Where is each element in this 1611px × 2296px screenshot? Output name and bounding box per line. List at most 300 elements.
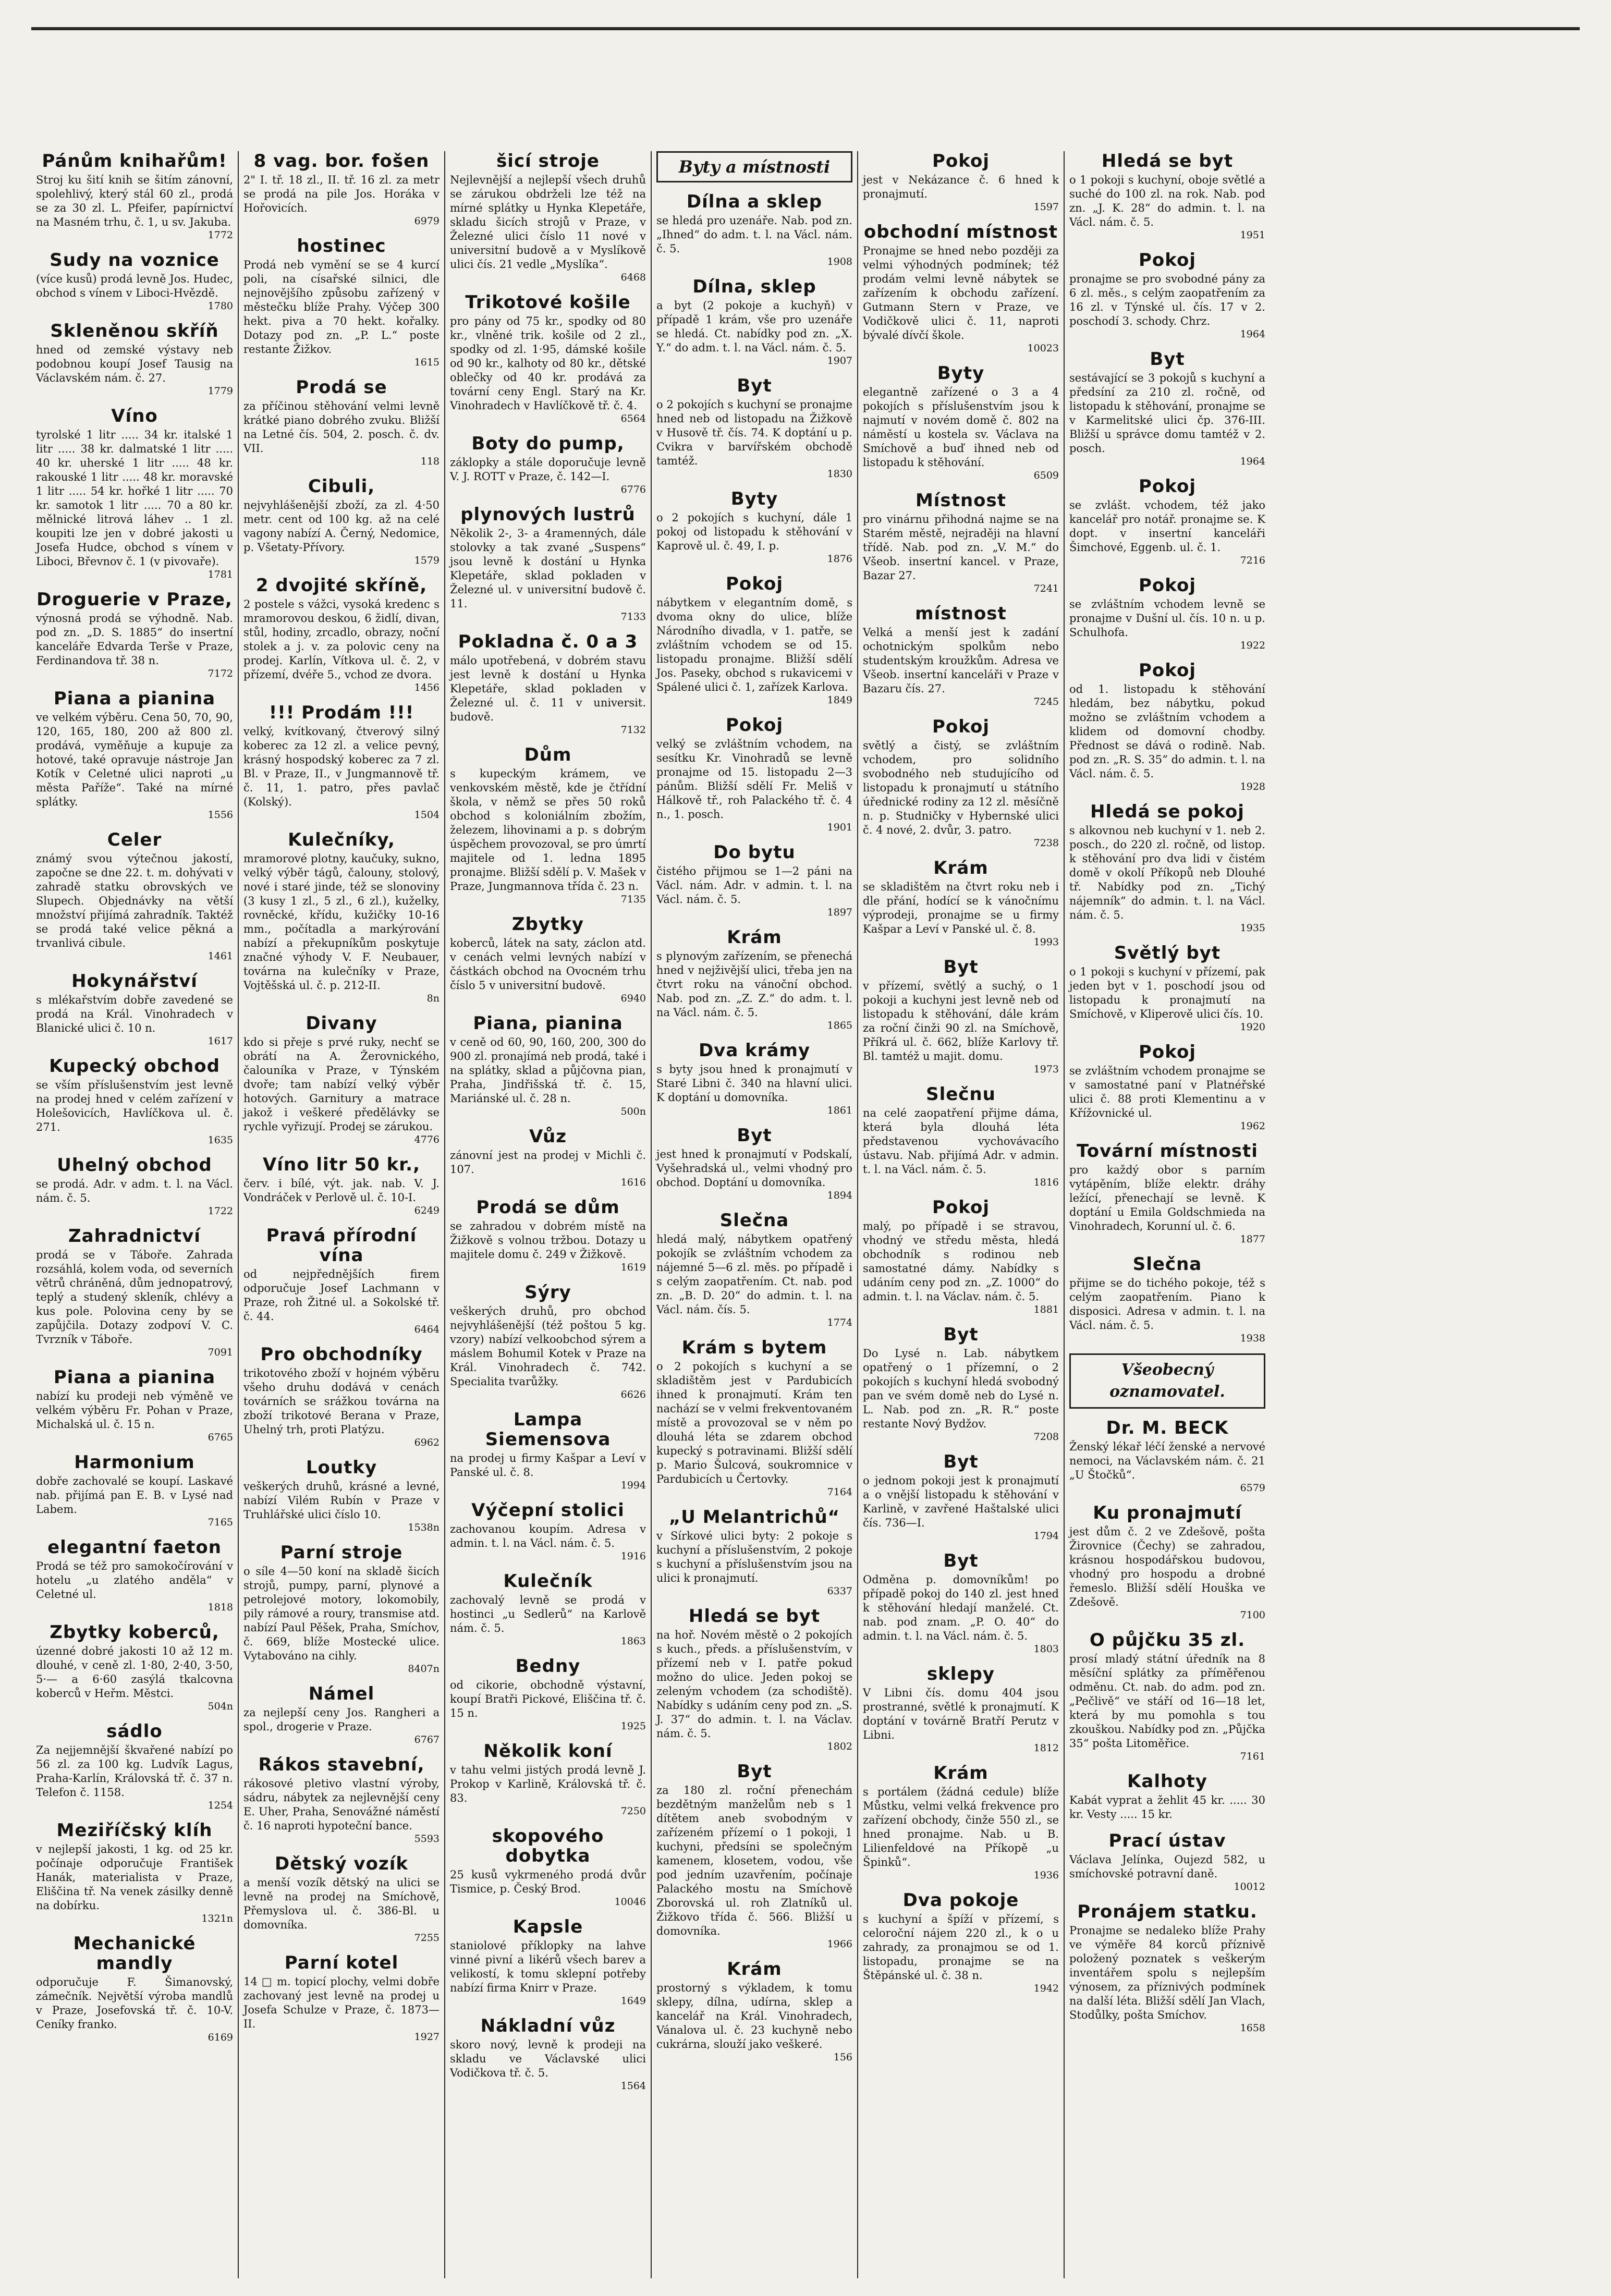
ad-title: Pokoj xyxy=(1139,575,1196,596)
classified-ad xyxy=(36,321,233,397)
ad-title: elegantní faeton xyxy=(47,1537,222,1558)
ad-number: 7133 xyxy=(620,611,646,622)
ad-title: Pokoj xyxy=(1139,660,1196,681)
ad-number: 1927 xyxy=(414,2031,440,2043)
ad-title: Divany xyxy=(306,1013,377,1034)
classified-ad xyxy=(243,1226,440,1335)
ad-number: 1649 xyxy=(620,1995,646,2007)
ad-title: Pokoj xyxy=(726,715,783,736)
classified-ad xyxy=(1069,250,1265,340)
ad-number: 1780 xyxy=(208,300,233,312)
ad-number: 1865 xyxy=(827,1020,852,1031)
ad-text: o jednom pokoji jest k pronajmutí a o vnější listopadu k stěhování v Karlině, v zavřené Haštalské ulici čís. 736—I. xyxy=(863,1474,1059,1529)
ad-title: Bedny xyxy=(515,1656,581,1677)
ad-title: Piana, pianina xyxy=(473,1013,623,1034)
ad-number: 7238 xyxy=(1033,837,1059,849)
classified-ad xyxy=(863,1452,1059,1542)
ad-text: v tahu velmi jistých prodá levně J. Prokop v Karlině, Královská tř. č. 83. xyxy=(450,1764,646,1804)
ad-title: Slečnu xyxy=(926,1084,996,1105)
ad-text: se zvláštním vchodem levně se pronajme v Dušní ul. čís. 10 n. u p. Schulhofa. xyxy=(1069,598,1265,639)
ad-text: světlý a čistý, se zvláštním vchodem, pro solidního svobodného neb studujícího od listopadu k pronajmutí u státního úřednické rodiny za 12 zl. měsíčně n. p. Studničky v Hybernské ulici č. 4 nové, 2. dvůr, 3. patro. xyxy=(863,739,1059,836)
ad-text: velký, kvítkovaný, čtverový silný koberec za 12 zl. a velice pevný, krásný hospodský koberec za 7 zl. Bl. v Praze, II., v Jungmannově tř. č. 11, 1. patro, přes pavlač (Kolský). xyxy=(243,725,440,808)
ad-number: 1658 xyxy=(1240,2022,1265,2034)
ad-text: s kupeckým krámem, ve venkovském městě, kde je čtřídní škola, v němž se přes 50 roků obchod s koloniálním zbožím, železem, lihovinami a p. s dobrým úspěchem provozoval, se pro úmrtí majitele od 1. ledna 1895 pronajme. Bližší sdělí p. V. Mašek v Praze, Jungmannova třída č. 23 n. xyxy=(450,767,646,893)
ad-title: Droguerie v Praze, xyxy=(36,589,233,610)
ad-text: veškerých druhů, krásné a levné, nabízí Vilém Rubín v Praze v Truhlářské ulici číslo 10. xyxy=(243,1480,440,1521)
ad-text: malý, po případě i se stravou, vhodný ve středu města, hledá obchodník s rodinou neb samostatné dámy. Nabídky s udáním ceny pod zn. „Z. 1000“ do admin. t. l. na Václav. nám. č. 5. xyxy=(863,1220,1059,1303)
ad-title: Byt xyxy=(737,1125,772,1146)
classified-ad xyxy=(656,1606,852,1752)
ad-title: Trikotové košile xyxy=(465,292,631,313)
ad-text: Velká a menší jest k zadání ochotnickým spolkům nebo studentským kroužkům. Adresa ve Všeob. insertní kanceláři v Praze v Bazaru čís. 27. xyxy=(863,626,1059,695)
ad-title: Dva krámy xyxy=(698,1040,811,1061)
ad-number: 1973 xyxy=(1033,1064,1059,1075)
classified-ad xyxy=(863,1084,1059,1188)
ad-text: od cikorie, obchodně výstavní, koupí Bratři Pickové, Eliščina tř. č. 15 n. xyxy=(450,1679,646,1719)
ad-text: jest v Nekázance č. 6 hned k pronajmutí. xyxy=(863,174,1059,200)
ad-number: 7091 xyxy=(208,1347,233,1358)
column-1 xyxy=(31,151,238,2278)
classified-ad xyxy=(1069,661,1265,792)
ad-text: rákosové pletivo vlastní výroby, sádru, nábytek za nejlevnější ceny E. Uher, Praha, Senovážné náměstí č. 16 naproti hypoteční bance. xyxy=(243,1777,440,1832)
ad-title: Místnost xyxy=(915,490,1007,511)
ad-number: 6249 xyxy=(414,1205,440,1216)
ad-title: Byt xyxy=(737,1761,772,1782)
ad-text: zachovalý levně se prodá v hostinci „u Sedlerů“ na Karlově nám. č. 5. xyxy=(450,1594,646,1634)
classified-ad xyxy=(656,192,852,267)
ad-number: 1722 xyxy=(208,1205,233,1217)
ad-number: 1907 xyxy=(827,355,852,367)
ad-title: Piana a pianina xyxy=(53,688,216,709)
ad-number: 1861 xyxy=(827,1105,852,1116)
classified-ad xyxy=(36,971,233,1047)
classified-ad xyxy=(1069,151,1265,241)
ad-number: 6962 xyxy=(414,1437,440,1448)
ad-title: Pokladna č. 0 a 3 xyxy=(458,631,638,652)
ad-title: Dva pokoje xyxy=(902,1890,1019,1911)
classified-ad xyxy=(450,434,646,495)
ad-text: hned od zemské výstavy neb podobnou koupí Josef Tausig na Václavském nám. č. 27. xyxy=(36,344,233,384)
ad-text: V Libni čís. domu 404 jsou prostranné, světlé k pronajmutí. K doptání v továrně Bratří Perutz v Libni. xyxy=(863,1687,1059,1741)
ad-title: Dr. M. BECK xyxy=(1106,1418,1229,1438)
classified-ad xyxy=(656,1211,852,1328)
ad-title: Kupecký obchod xyxy=(49,1056,220,1077)
ad-number: 1942 xyxy=(1033,1983,1059,1994)
classified-ad xyxy=(36,590,233,679)
ad-number: 1461 xyxy=(208,950,233,962)
ad-columns xyxy=(31,151,1580,2278)
ad-title: Zahradnictví xyxy=(68,1226,201,1247)
ad-number: 4776 xyxy=(414,1134,440,1145)
ad-text: výnosná prodá se výhodně. Nab. pod zn. „D. S. 1885“ do insertní kanceláře Edvarda Terše v Praze, Ferdinandova tř. 38 n. xyxy=(36,612,233,667)
ad-title: Parní kotel xyxy=(284,1952,399,1973)
ad-text: za 180 zl. roční přenechám bezdětným manželům neb s 1 dítětem aneb svobodným v zařízeném přízemí o 1 pokoji, 1 kuchyni, předsíni se společným kamenem, klosetem, vodou, vše pod jedním uzavřením, počínaje Palackého mostu na Smíchově Zborovská ul. roh Zlatníků ul. Žižkovo třída č. 566. Bližší u domovníka. xyxy=(656,1784,852,1937)
ad-title: Boty do pump, xyxy=(471,433,625,454)
ad-text: s byty jsou hned k pronajmutí v Staré Libni č. 340 na hlavní ulici. K doptání u domovníka. xyxy=(656,1063,852,1104)
ad-title: Loutky xyxy=(306,1457,377,1478)
ad-number: 504n xyxy=(208,1701,233,1712)
ad-number: 1617 xyxy=(208,1035,233,1047)
ad-title: Slečna xyxy=(719,1210,789,1231)
ad-text: skoro nový, levně k prodeji na skladu ve Václavské ulici Vodičkova tř. č. 5. xyxy=(450,2038,646,2079)
ad-title: Pokoj xyxy=(932,1197,990,1218)
top-rule xyxy=(31,27,1580,30)
ad-title: Hledá se byt xyxy=(1101,151,1234,172)
classified-ad xyxy=(863,957,1059,1075)
ad-title: Zbytky koberců, xyxy=(50,1622,219,1643)
ad-title: Krám xyxy=(933,1763,988,1784)
classified-ad xyxy=(243,1155,440,1216)
ad-number: 6940 xyxy=(620,993,646,1004)
ad-number: 1794 xyxy=(1033,1530,1059,1542)
ad-title: Slečna xyxy=(1132,1254,1202,1275)
ad-title: Víno litr 50 kr., xyxy=(262,1154,421,1175)
classified-ad xyxy=(243,830,440,1004)
ad-title: Pokoj xyxy=(1139,250,1196,271)
ad-number: 1938 xyxy=(1240,1333,1265,1344)
ad-number: 8407n xyxy=(408,1663,440,1675)
ad-number: 1994 xyxy=(620,1480,646,1491)
classified-ad xyxy=(243,1755,440,1845)
ad-title: Pokoj xyxy=(1139,476,1196,497)
ad-number: 1894 xyxy=(827,1190,852,1201)
ad-text: se prodá. Adr. v adm. t. l. na Václ. nám. č. 5. xyxy=(36,1178,233,1204)
classified-ad xyxy=(450,1500,646,1562)
column-6 xyxy=(1064,151,1270,2278)
column-5 xyxy=(857,151,1064,2278)
classified-ad xyxy=(863,1551,1059,1655)
ad-text: dobře zachovalé se koupí. Laskavé nab. přijímá pan E. B. v Lysé nad Labem. xyxy=(36,1475,233,1516)
ad-title: Zbytky xyxy=(511,914,584,935)
classified-ad xyxy=(863,1890,1059,1994)
ad-number: 1849 xyxy=(827,694,852,706)
ad-title: Dílna, sklep xyxy=(692,276,816,297)
ad-number: 1504 xyxy=(414,809,440,821)
ad-number: 1964 xyxy=(1240,328,1265,340)
classified-ad xyxy=(36,1721,233,1811)
section-heading: Byty a místnosti xyxy=(656,151,852,182)
ad-text: o síle 4—50 koní na skladě šicích strojů, pumpy, parní, plynové a petrolejové motory, lokomobily, pily rámové a roury, transmise atd. nabízí Paul Pěšek, Praha, Smíchov, č. 669, blíže Mostecké ulice. Vytabováno na cihly. xyxy=(243,1565,440,1662)
section-heading: Všeobecný oznamovatel. xyxy=(1069,1353,1265,1409)
ad-number: 7135 xyxy=(620,894,646,905)
ad-title: skopového dobytka xyxy=(492,1826,604,1866)
ad-title: Uhelný obchod xyxy=(57,1155,212,1176)
classified-ad xyxy=(1069,477,1265,566)
ad-title: Kulečník xyxy=(503,1571,593,1592)
classified-ad xyxy=(450,1127,646,1188)
ad-title: Piana a pianina xyxy=(53,1367,216,1388)
ad-title: Byty xyxy=(937,363,985,384)
classified-ad xyxy=(36,1622,233,1712)
ad-text: Pronajme se nedaleko blíže Prahy ve výměře 84 korců příznivě položený poznatek s veškerým inventářem spolu s nejlepším výnosem, za příznivých podmínek na další léta. Bližší sdělí Jan Vlach, Stodůlky, pošta Smíchov. xyxy=(1069,1924,1265,2021)
classified-ad xyxy=(36,1452,233,1528)
ad-number: 156 xyxy=(833,2051,852,2063)
ad-text: na hoř. Novém městě o 2 pokojích s kuch., předs. a příslušenstvím, v přízemí neb v I. patře pokud možno do ulice. Jeden pokoj se zeleným vchodem (za schodiště). Nabídky s udáním ceny pod zn. „S. J. 37“ do admin. t. l. na Václav. nám. č. 5. xyxy=(656,1629,852,1740)
ad-text: pro pány od 75 kr., spodky od 80 kr., vlněné trik. košile od 2 zl., spodky od zl. 1·95, dámské košile od 90 kr., kalhoty od 80 kr., dětské oblečky od 40 kr. prodává za tovární ceny Engl. Starý na Kr. Vinohradech v Havlíčkově tř. č. 4. xyxy=(450,315,646,412)
ad-title: Výčepní stolici xyxy=(471,1500,625,1521)
classified-ad xyxy=(1069,1831,1265,1892)
classified-ad xyxy=(36,1934,233,2043)
ad-title: Sýry xyxy=(524,1282,571,1303)
ad-title: Pronájem statku. xyxy=(1077,1901,1258,1922)
ad-text: zachovanou koupím. Adresa v admin. t. l. na Václ. nám. č. 5. xyxy=(450,1523,646,1549)
ad-title: Byt xyxy=(737,375,772,396)
ad-number: 1863 xyxy=(620,1635,646,1647)
ad-text: 2 postele s vážci, vysoká kredenc s mramorovou deskou, 6 židlí, divan, stůl, hodiny, zrcadlo, obrazy, noční stolek a j. v. za polovic ceny na prodej. Karlín, Vítkova ul. č. 2, v přízemí, dvéře 5., vchod ze dvora. xyxy=(243,598,440,681)
ad-title: Byt xyxy=(943,1324,979,1345)
ad-number: 1619 xyxy=(620,1262,646,1273)
ad-number: 7216 xyxy=(1240,555,1265,566)
ad-text: se skladištěm na čtvrt roku neb i dle přání, hodící se k vánočnímu výprodeji, pronajme se u firmy Kašpar a Leví v Panské ul. č. 8. xyxy=(863,881,1059,935)
ad-title: Cibuli, xyxy=(308,476,375,497)
ad-text: o 2 pokojích s kuchyní se pronajme hned neb od listopadu na Žižkově v Husově tř. čís. 74. K doptání u p. Cvikra v barvířském obchodě tamtéž. xyxy=(656,398,852,467)
classified-ad xyxy=(863,604,1059,707)
classified-ad xyxy=(656,715,852,833)
ad-text: o 2 pokojích s kuchyní a se skladištěm jest v Pardubicích ihned k pronajmutí. Krám ten nachází se v velmi frekventovaném místě a provozoval se v něm po dlouhá léta se zdarem obchod kupecký s potravinami. Bližší sdělí p. Mario Šulcová, soukromnice v Pardubicích u Čertovky. xyxy=(656,1360,852,1485)
ad-title: !!! Prodám !!! xyxy=(268,702,414,723)
ad-text: se vším příslušenstvím jest levně na prodej hned v celém zařízení v Holešovicích, Havlíčkova ul. č. 271. xyxy=(36,1079,233,1133)
ad-number: 6776 xyxy=(620,484,646,495)
classified-ad xyxy=(450,1656,646,1732)
ad-title: Víno xyxy=(111,406,158,426)
ad-text: staniolové příklopky na lahve vinné pivní a likérů všech barev a velikostí, k tomu sklepní potřeby nabízí firma Knirr v Praze. xyxy=(450,1939,646,1994)
ad-title: Hokynářství xyxy=(71,971,198,992)
ad-text: nábytkem v elegantním domě, s dvoma okny do ulice, blíže Národního divadla, v 1. patře, se zvláštním vchodem se od 15. listopadu pronajme. Bližší sdělí Jos. Paseky, obchod s rukavicemi v Spálené ulici č. 1, zařízek Karlova. xyxy=(656,596,852,693)
ad-text: s kuchyní a špíží v přízemí, s celoroční nájem 220 zl., k o u zahrady, za pronajmou se od 1. listopadu, pronajme se na Štěpánské ul. č. 38 n. xyxy=(863,1913,1059,1982)
ad-title: Pánům knihařům! xyxy=(42,151,227,172)
ad-text: se zvláštním vchodem pronajme se v samostatné paní v Platnéřské ulici č. 88 proti Klementinu a v Křížovnické ul. xyxy=(1069,1065,1265,1119)
ad-text: s plynovým zařízením, se přenechá hned v nejživější ulici, třeba jen na čtvrt roku na vánoční obchod. Nab. pod zn. „Z. Z.“ do adm. t. l. na Václ. nám. č. 5. xyxy=(656,950,852,1019)
ad-title: Mechanické mandly xyxy=(73,1933,196,1974)
ad-title: Dětský vozík xyxy=(275,1853,408,1874)
ad-number: 7208 xyxy=(1033,1431,1059,1443)
ad-text: prostorný s výkladem, k tomu sklepy, dílna, udírna, sklep a kancelář na Král. Vinohradech, Vánalova ul. č. 23 kuchyně nebo cukrárna, slouží jako veškeré. xyxy=(656,1982,852,2050)
ad-text: veškerých druhů, pro obchod nejvyhlášenější (též poštou 5 kg. vzory) nabízí velkoobchod sýrem a máslem Bohumil Kotek v Praze na Král. Vinohradech č. 742. Specialita tvarůžky. xyxy=(450,1305,646,1388)
classified-ad xyxy=(243,236,440,368)
ad-text: o 1 pokoji s kuchyní, oboje světlé a suché do 100 zl. na rok. Nab. pod zn. „J. K. 28“ do admin. t. l. na Václ. nám. č. 5. xyxy=(1069,174,1265,228)
ad-text: Nejlevnější a nejlepší všech druhů se zárukou obdrželi lze též na mírné splátky u Hynka Klepetáře, skladu šicích strojů v Praze, v Železné ulici číslo 11 nové v universitní budově a v Myslíkově ulici čís. 21 vedle „Myslíka“. xyxy=(450,174,646,271)
classified-ad xyxy=(450,745,646,905)
ad-number: 1597 xyxy=(1033,201,1059,213)
classified-ad xyxy=(36,1226,233,1358)
ad-number: 1935 xyxy=(1240,922,1265,934)
ad-title: Krám xyxy=(727,927,782,948)
ad-title: hostinec xyxy=(297,236,386,257)
column-4 xyxy=(651,151,857,2278)
ad-text: v přízemí, světlý a suchý, o 1 pokoji a kuchyni jest levně neb od listopadu k stěhování, dále krám za roční činži 90 zl. na Smíchově, Příkrá ul. č. 662, blíže Karlovy tř. Bl. tamtéž u majit. domu. xyxy=(863,980,1059,1062)
ad-text: pronajme se pro svobodné pány za 6 zl. měs., s celým zaopatřením za 16 zl. v Týnské ul. čís. 17 v 2. poschodí 3. schody. Chrz. xyxy=(1069,273,1265,327)
classified-ad xyxy=(450,1198,646,1273)
ad-number: 7255 xyxy=(414,1932,440,1944)
ad-number: 1877 xyxy=(1240,1234,1265,1245)
ad-text: jest hned k pronajmutí v Podskalí, Vyšehradská ul., velmi vhodný pro obchod. Doptání u domovníka. xyxy=(656,1148,852,1189)
ad-text: a menší vozík dětský na ulici se levně na prodej na Smíchově, Přemyslova ul. č. 386-Bl. u domovníka. xyxy=(243,1876,440,1931)
classified-ad xyxy=(450,1013,646,1117)
ad-text: o 2 pokojích s kuchyní, dále 1 pokoj od listopadu k stěhování v Kaprově ul. č. 49, I. p. xyxy=(656,511,852,552)
classified-ad xyxy=(863,858,1059,948)
classified-ad xyxy=(450,1283,646,1400)
ad-number: 1321n xyxy=(201,1913,233,1924)
ad-title: Kalhoty xyxy=(1127,1771,1207,1792)
ad-number: 6767 xyxy=(414,1734,440,1745)
ad-number: 1922 xyxy=(1240,640,1265,651)
ad-number: 1908 xyxy=(827,256,852,267)
classified-ad xyxy=(36,250,233,312)
ad-text: na celé zaopatření přijme dáma, která byla dlouhá léta představenou vychovávacího ústavu. Nab. přijímá Adr. v admin. t. l. na Václ. nám. č. 5. xyxy=(863,1107,1059,1176)
ad-title: Prací ústav xyxy=(1108,1830,1226,1851)
ad-number: 1876 xyxy=(827,553,852,565)
ad-text: hledá malý, nábytkem opatřený pokojík se zvláštním vchodem za nájemné 5—6 zl. měs. po případě i s celým zaopatřením. Ct. nab. pod zn. „B. D. 20“ do admin. t. l. na Václ. nám. čís. 5. xyxy=(656,1233,852,1316)
classified-ad xyxy=(450,1826,646,1908)
ad-number: 6468 xyxy=(620,272,646,283)
ad-number: 6626 xyxy=(620,1389,646,1400)
ad-title: Tovární místnosti xyxy=(1077,1141,1258,1162)
ad-number: 1897 xyxy=(827,907,852,918)
ad-text: přijme se do tichého pokoje, též s celým zaopatřením. Piano k disposici. Adresa v admin. t. l. na Václ. nám. č. 5. xyxy=(1069,1277,1265,1332)
classified-ad xyxy=(36,1537,233,1613)
ad-number: 5593 xyxy=(414,1833,440,1845)
ad-number: 1951 xyxy=(1240,229,1265,241)
classified-ad xyxy=(36,830,233,962)
ad-text: se hledá pro uzenáře. Nab. pod zn. „Ihned“ do adm. t. l. na Václ. nám. č. 5. xyxy=(656,214,852,255)
ad-text: tyrolské 1 litr ..... 34 kr. italské 1 litr ..... 38 kr. dalmatské 1 litr ..... 40 kr. uherské 1 litr ..... 48 kr. rakouské 1 litr ..... 48 kr. moravské 1 litr ..... 54 kr. hořké 1 litr ..... 70 kr. samotok 1 litr ..... 70 a 80 kr. mělnické litrová láhev .. 1 zl. koupiti lze jen v dobré jakosti u Josefa Hudce, obchod s vínem v Liboci, Břevnov č. 1 (v pivovaře). xyxy=(36,429,233,568)
ad-text: mramorové plotny, kaučuky, sukno, velký výběr tágů, čalouny, stolový, nové i staré jinde, též se slonoviny (3 kusy 1 zl., 5 zl., 6 zl.), kuželky, rovněcké, křídu, kužičky 10-16 mm., počítadla a markýrování nabízí a překupníkům poskytuje značné výhody V. F. Neubauer, továrna na kulečníky v Praze, Vojtěšská ul. č. p. 212-II. xyxy=(243,852,440,992)
classified-ad xyxy=(1069,802,1265,934)
ad-title: Byt xyxy=(943,1451,979,1472)
classified-ad xyxy=(450,292,646,424)
ad-title: Skleněnou skříň xyxy=(50,321,219,341)
ad-title: místnost xyxy=(915,603,1007,624)
ad-text: od nejpřednějších firem odporučuje Josef Lachmann v Praze, roh Žitné ul. a Sokolské tř. č. 44. xyxy=(243,1268,440,1323)
ad-title: Krám xyxy=(933,858,988,878)
ad-title: 8 vag. bor. fošen xyxy=(253,151,430,172)
ad-number: 1538n xyxy=(408,1522,440,1533)
ad-title: Pro obchodníky xyxy=(260,1344,423,1365)
ad-number: 1564 xyxy=(620,2080,646,2092)
ad-text: úzenné dobré jakosti 10 až 12 m. dlouhé, v ceně zl. 1·80, 2·40, 3·50, 5·— a 6·60 zasýlá tkalcovna koberců v Heřm. Městci. xyxy=(36,1645,233,1700)
ad-number: 6464 xyxy=(414,1324,440,1335)
classified-ad xyxy=(36,1367,233,1443)
ad-title: šicí stroje xyxy=(496,151,600,172)
classified-ad xyxy=(1069,1503,1265,1621)
classified-ad xyxy=(863,1763,1059,1881)
classified-ad xyxy=(450,1917,646,2007)
classified-ad xyxy=(243,703,440,821)
classified-ad xyxy=(656,1762,852,1950)
ad-text: Kabát vyprat a žehlit 45 kr. ..... 30 kr. Vesty ..... 15 kr. xyxy=(1069,1794,1265,1821)
ad-number: 1456 xyxy=(414,682,440,693)
ad-text: ve velkém výběru. Cena 50, 70, 90, 120, 165, 180, 200 až 800 zl. prodává, vyměňuje a kupuje za hotové, také opravuje nástroje Jan Kotík v Celetné ulici naproti „u města Paříže“. Také na mírné splátky. xyxy=(36,711,233,808)
classified-ad xyxy=(656,489,852,565)
ad-text: záklopky a stále doporučuje levně V. J. ROTT v Praze, č. 142—I. xyxy=(450,456,646,483)
classified-ad xyxy=(243,1684,440,1745)
ad-text: Ženský lékař léčí ženské a nervové nemoci, na Václavském nám. č. 21 „U Štočků“. xyxy=(1069,1440,1265,1481)
ad-text: nejvyhlášenější zboží, za zl. 4·50 metr. cent od 100 kg. až na celé vagony nabízí A. Černý, Nedomice, p. Všetaty-Přívory. xyxy=(243,499,440,554)
ad-text: (více kusů) prodá levně Jos. Hudec, obchod s vínem v Liboci-Hvězdě. xyxy=(36,273,233,299)
ad-number: 6169 xyxy=(208,2032,233,2043)
ad-title: Parní stroje xyxy=(280,1542,403,1563)
ad-text: v nejlepší jakosti, 1 kg. od 25 kr. počínaje odporučuje František Hanák, materialista v Praze, Eliščina tř. Na venek zásilky denně na dobírku. xyxy=(36,1843,233,1912)
ad-title: Prodá se xyxy=(296,377,387,398)
ad-text: sestávající se 3 pokojů s kuchyní a předsíní za 210 zl. ročně, od listopadu k stěhování, pronajme se v Karmelitské ulici čp. 376-III. Bližší u správce domu tamtéž v 2. posch. xyxy=(1069,372,1265,455)
classified-ad xyxy=(863,1198,1059,1315)
ad-text: pro vinárnu přihodná najme se na Starém městě, nejraději na hlavní třídě. Nab. pod zn. „V. M.“ do Všeob. insertní kancel. v Praze, Bazar 27. xyxy=(863,513,1059,582)
ad-title: 2 dvojité skříně, xyxy=(255,575,428,596)
ad-text: Do Lysé n. Lab. nábytkem opatřený o 1 přízemní, o 2 pokojích s kuchyní hledá svobodný pan ve svém domě neb do Lysé n. L. Nab. pod zn. „R. R.“ poste restante Nový Bydžov. xyxy=(863,1347,1059,1430)
classified-ad xyxy=(450,151,646,283)
ad-number: 10046 xyxy=(614,1896,646,1908)
classified-ad xyxy=(863,222,1059,354)
ad-title: „U Melantrichů“ xyxy=(668,1507,840,1528)
classified-ad xyxy=(1069,1630,1265,1762)
ad-text: pro každý obor s parním vytápěním, blíže elektr. dráhy ležící, přenechají se levně. K doptání u Emila Goldschmieda na Vinohradech, Korunní ul. č. 6. xyxy=(1069,1164,1265,1232)
ad-text: na prodej u firmy Kašpar a Leví v Panské ul. č. 8. xyxy=(450,1452,646,1479)
ad-title: sklepy xyxy=(926,1664,995,1684)
ad-number: 500n xyxy=(620,1106,646,1117)
ad-number: 1772 xyxy=(208,229,233,241)
classified-ad xyxy=(243,1345,440,1448)
ad-title: Hledá se pokoj xyxy=(1090,801,1244,822)
ad-title: Dílna a sklep xyxy=(686,191,823,212)
classified-ad xyxy=(36,689,233,821)
classified-ad xyxy=(1069,576,1265,651)
classified-ad xyxy=(1069,1418,1265,1494)
ad-title: Kapsle xyxy=(512,1916,583,1937)
ad-text: v ceně od 60, 90, 160, 200, 300 do 900 zl. pronajímá neb prodá, také i na splátky, sklad a půjčovna pian, Praha, Jindřišská tř. č. 15, Mariánské ul. č. 28 n. xyxy=(450,1036,646,1105)
ad-title: Lampa Siemensova xyxy=(485,1409,611,1450)
ad-text: s alkovnou neb kuchyní v 1. neb 2. posch., do 220 zl. ročně, od listop. k stěhování pro dva lidi v čistém domě v okolí Příkopů neb Dlouhé tř. Nabídky pod zn. „Tichý nájemník“ do admin. t. l. na Václ. nám. č. 5. xyxy=(1069,824,1265,921)
classified-ad xyxy=(863,1325,1059,1443)
classified-ad xyxy=(36,406,233,580)
ad-text: Pronajme se hned nebo později za velmi výhodných podmínek; též prodám velmi levně nábytek se zařízením k obchodu zařízení. Gutmann Stern v Praze, ve Vodičkově ulici č. 11, naproti bývalé dívčí škole. xyxy=(863,245,1059,341)
classified-ad xyxy=(243,1013,440,1145)
ad-number: 118 xyxy=(420,456,440,467)
ad-title: obchodní místnost xyxy=(863,222,1058,242)
ad-title: sádlo xyxy=(106,1721,163,1742)
ad-number: 1928 xyxy=(1240,781,1265,792)
ad-number: 7245 xyxy=(1033,696,1059,707)
ad-title: Byt xyxy=(943,1550,979,1571)
classified-ad xyxy=(243,1458,440,1533)
ad-text: s portálem (žádná cedule) blíže Můstku, velmi velká frekvence pro zařízení obchody, činže 550 zl., se hned pronajme. Nab. u B. Lilienfeldové na Příkopě „u Špinků“. xyxy=(863,1786,1059,1868)
ad-text: Stroj ku šití knih se šitím zánovní, spolehlivý, který stál 60 zl., prodá se za 30 zl. L. Pfeifer, papírnictví na Masném trhu, č. 1, u sv. Jakuba. xyxy=(36,174,233,228)
classified-ad xyxy=(1069,943,1265,1033)
classified-ad xyxy=(656,277,852,367)
classified-ad xyxy=(1069,1042,1265,1132)
classified-ad xyxy=(36,1056,233,1146)
ad-number: 1781 xyxy=(208,569,233,580)
ad-text: Za nejjemnější škvařené nabízí po 56 zl. za 100 kg. Ludvík Lagus, Praha-Karlín, Královská tř. č. 37 n. Telefon č. 1158. xyxy=(36,1744,233,1799)
ad-title: Kulečníky, xyxy=(288,829,395,850)
ad-number: 1779 xyxy=(208,385,233,397)
ad-title: Krám s bytem xyxy=(681,1337,827,1358)
ad-title: Sudy na voznice xyxy=(50,250,219,271)
classified-ad xyxy=(36,1821,233,1924)
ad-number: 1812 xyxy=(1033,1742,1059,1754)
ad-title: Pokoj xyxy=(1139,1042,1196,1062)
ad-number: 1254 xyxy=(208,1800,233,1811)
classified-ad xyxy=(863,491,1059,594)
ad-number: 7100 xyxy=(1240,1609,1265,1621)
ad-text: se zvlášt. vchodem, též jako kancelář pro notář. pronajme se. K dopt. v insertní kanceláři Šimchové, Eggenb. ul. č. 1. xyxy=(1069,499,1265,554)
ad-text: 25 kusů vykrmeného prodá dvůr Tismice, p. Český Brod. xyxy=(450,1868,646,1895)
ad-text: jest dům č. 2 ve Zdešově, pošta Žirovnice (Čechy) se zahradou, krásnou hospodářskou budovou, vhodný pro hospodu a drobné řemeslo. Bližší sdělí Houška ve Zdešově. xyxy=(1069,1525,1265,1608)
ad-text: 14 □ m. topicí plochy, velmi dobře zachovaný jest levně na prodej u Josefa Schulze v Praze, č. 1873—II. xyxy=(243,1975,440,2030)
ad-number: 1920 xyxy=(1240,1021,1265,1033)
ad-number: 1616 xyxy=(620,1177,646,1188)
ad-text: za nejlepší ceny Jos. Rangheri a spol., drogerie v Praze. xyxy=(243,1706,440,1733)
ad-title: Krám xyxy=(727,1959,782,1980)
